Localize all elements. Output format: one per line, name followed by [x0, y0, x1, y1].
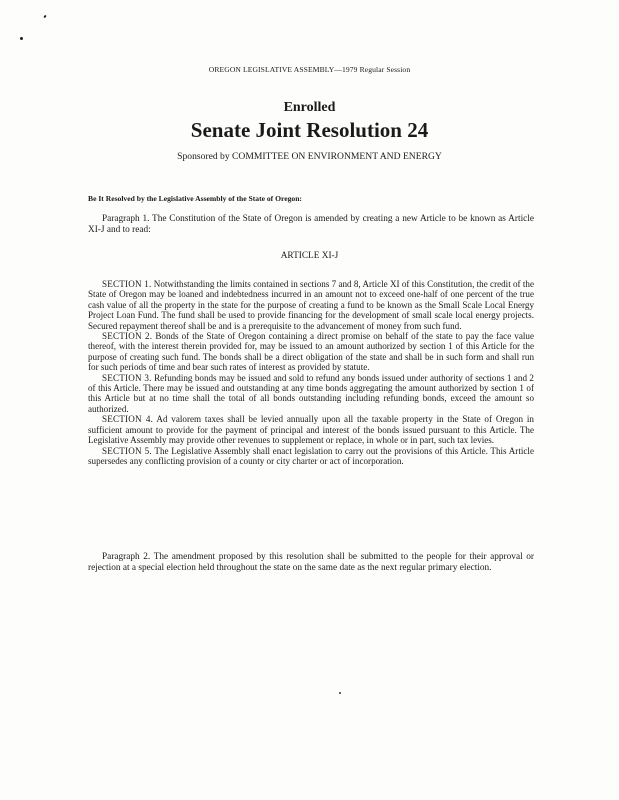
paragraph-2: Paragraph 2. The amendment proposed by this resolution shall be submitted to the people for their approval or rejection at a special election held throughout the state on the same date as the next regular primary election.: [88, 552, 534, 573]
section-label: SECTION 5.: [102, 445, 152, 456]
section-5: [88, 446, 534, 467]
session-header: OREGON LEGISLATIVE ASSEMBLY—1979 Regular Session: [208, 65, 411, 74]
article-sections: [88, 279, 534, 466]
section-label: SECTION 2.: [102, 331, 153, 342]
sponsor-line: Sponsored by COMMITTEE ON ENVIRONMENT AND ENERGY: [177, 151, 442, 162]
resolved-clause: Be It Resolved by the Legislative Assembly of the State of Oregon:: [88, 194, 302, 203]
scan-speck: [20, 37, 23, 40]
section-3: [88, 373, 534, 415]
section-text: Bonds of the State of Oregon containing a direct promise on behalf of the state to pay the face value thereof, with the interest therein provided for, may be issued to an amount authorized by section 1 of this Article for the purpose of creating such fund. The bonds shall be a direct obligation of the state and shall be in such form and shall run for such periods of time and bear such rates of interest as provided by statute.: [88, 331, 535, 373]
section-1: [88, 279, 534, 331]
section-text: Ad valorem taxes shall be levied annually upon all the taxable property in the State of Oregon in sufficient amount to provide for the payment of principal and interest of the bonds issued pursuant to this Article. The Legislative Assembly may provide other revenues to supplement or replace, in whole or in part, such tax levies.: [88, 414, 534, 446]
article-heading: ARTICLE XI-J: [280, 251, 339, 261]
section-text: The Legislative Assembly shall enact legislation to carry out the provisions of this Article. This Article supersedes any conflicting provision of a county or city charter or act of incorporation.: [88, 445, 534, 466]
section-4: [88, 414, 534, 445]
paragraph-1: Paragraph 1. The Constitution of the State of Oregon is amended by creating a new Article to be known as Article XI-J and to read:: [88, 214, 534, 235]
section-text: Notwithstanding the limits contained in sections 7 and 8, Article XI of this Constitution, the credit of the State of Oregon may be loaned and indebtedness incurred in an amount not to exceed one-half of one percent of the true cash value of all the property in the state for the purpose of creating a fund to be known as the Small Scale Local Energy Project Loan Fund. The fund shall be used to provide financing for the development of small scale local energy projects. Secured repayment thereof shall be and is a prerequisite to the advancement of money from such fund.: [88, 279, 534, 331]
section-label: SECTION 4.: [102, 414, 154, 425]
section-2: [88, 331, 534, 373]
section-label: SECTION 1.: [102, 279, 152, 289]
section-text: Refunding bonds may be issued and sold to refund any bonds issued under authority of sections 1 and 2 of this Article. There may be issued and outstanding at any time bonds aggregating the amount authorized by section 1 of this Article but at no time shall the total of all bonds outstanding including refunding bonds, exceed the amount so authorized.: [88, 372, 534, 414]
section-label: SECTION 3.: [102, 372, 152, 383]
resolution-title: Senate Joint Resolution 24: [190, 118, 429, 142]
scan-speck: [339, 692, 341, 694]
enrolled-label: Enrolled: [283, 100, 336, 115]
scan-speck: [43, 15, 46, 19]
